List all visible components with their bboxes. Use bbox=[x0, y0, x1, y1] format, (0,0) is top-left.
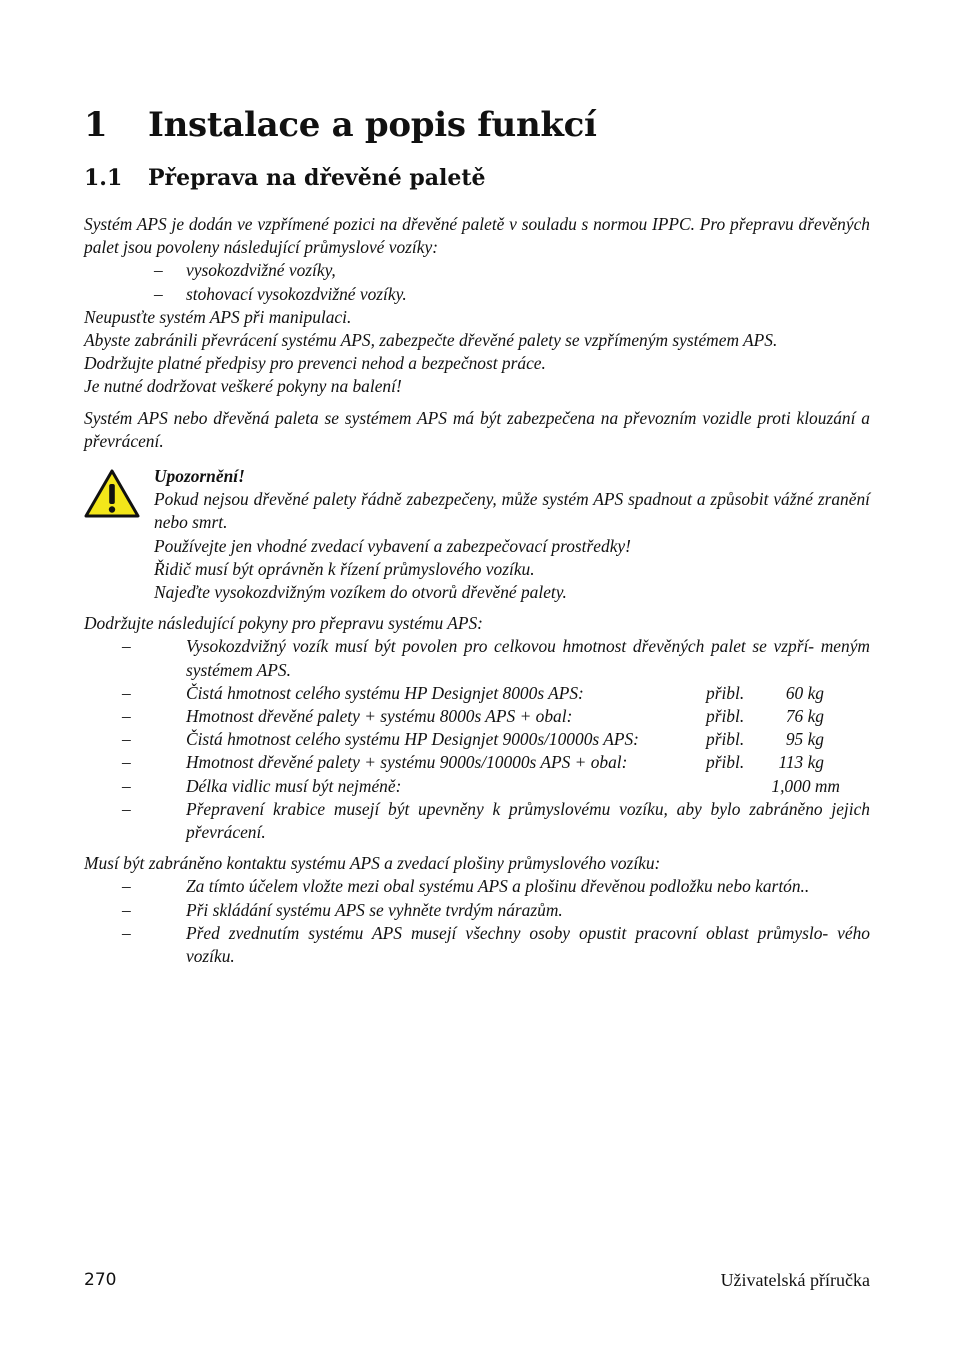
list-item: – Vysokozdvižný vozík musí být povolen pro celkovou hmotnost dřevěných palet se vzpří- meným systémem APS. bbox=[122, 636, 870, 680]
page-content bbox=[84, 100, 870, 968]
warning-line: Řidič musí být oprávněn k řízení průmyslového vozíku. bbox=[154, 558, 535, 579]
warning-block bbox=[84, 465, 870, 604]
instruction-line: Neupusťte systém APS při manipulaci. bbox=[84, 306, 352, 327]
contact-list bbox=[84, 875, 870, 968]
list-item: – Při skládání systému APS se vyhněte tvrdým nárazům. bbox=[122, 899, 563, 920]
weight-row: – Hmotnost dřevěné palety + systému 9000s/10000s APS + obal: přibl. 113 kg bbox=[122, 752, 824, 773]
list-item: – Za tímto účelem vložte mezi obal systému APS a plošinu dřevěnou podložku nebo kartón.. bbox=[122, 876, 810, 897]
list-item: – vysokozdvižné vozíky, bbox=[154, 260, 336, 281]
instruction-line: Dodržujte platné předpisy pro prevenci nehod a bezpečnost práce. bbox=[84, 353, 546, 374]
list-item: – Před zvednutím systému APS musejí všechny osoby opustit pracovní oblast průmyslo- vého vozíku. bbox=[122, 922, 870, 967]
instruction-line: Je nutné dodržovat veškeré pokyny na balení! bbox=[84, 376, 402, 397]
forklift-list bbox=[84, 259, 870, 305]
intro-paragraph: Systém APS je dodán ve vzpřímené pozici na dřevěné paletě v souladu s normou IPPC. Pro přepravu dřevěných palet jsou povoleny následující průmyslové vozíky: bbox=[84, 214, 870, 258]
warning-title: Upozornění! bbox=[154, 466, 245, 487]
page-number: 270 bbox=[84, 1270, 117, 1290]
section-title: Přeprava na dřevěné paletě bbox=[148, 165, 486, 191]
footer-title: Uživatelská příručka bbox=[720, 1270, 870, 1290]
weight-row: – Hmotnost dřevěné palety + systému 8000s APS + obal: přibl. 76 kg bbox=[122, 706, 824, 727]
transport-list bbox=[84, 635, 870, 844]
transport-heading: Dodržujte následující pokyny pro přepravu systému APS: bbox=[84, 613, 483, 634]
weight-row: – Čistá hmotnost celého systému HP Designjet 9000s/10000s APS: přibl. 95 kg bbox=[122, 729, 824, 750]
fork-row: – Délka vidlic musí být nejméně: 1,000 mm bbox=[122, 775, 840, 796]
weight-row: – Čistá hmotnost celého systému HP Designjet 8000s APS: přibl. 60 kg bbox=[122, 682, 824, 703]
chapter-number: 1 bbox=[84, 105, 108, 145]
warning-line: Najeďte vysokozdvižným vozíkem do otvorů dřevěné palety. bbox=[154, 582, 567, 603]
list-item: – stohovací vysokozdvižné vozíky. bbox=[154, 283, 407, 304]
section-number: 1.1 bbox=[84, 165, 123, 191]
instruction-line: Abyste zabránili převrácení systému APS, zabezpečte dřevěné palety se vzpřímeným systémem APS. bbox=[84, 330, 778, 351]
warning-line: Používejte jen vhodné zvedací vybavení a zabezpečovací prostředky! bbox=[154, 535, 631, 556]
chapter-heading bbox=[84, 100, 870, 150]
list-item: – Přepravení krabice musejí být upevněny k průmyslovému vozíku, aby bylo zabráněno jejich převrácení. bbox=[122, 798, 870, 843]
secure-paragraph: Systém APS nebo dřevěná paleta se systémem APS má být zabezpečena na převozním vozidle proti klouzání a převrácení. bbox=[84, 407, 870, 451]
chapter-title: Instalace a popis funkcí bbox=[148, 105, 597, 145]
contact-heading: Musí být zabráněno kontaktu systému APS a zvedací plošiny průmyslového vozíku: bbox=[84, 853, 661, 874]
section-heading bbox=[84, 158, 870, 198]
warning-icon bbox=[84, 469, 140, 519]
warning-line: Pokud nejsou dřevěné palety řádně zabezpečeny, může systém APS spadnout a způsobit vážné zranění nebo smrt. bbox=[154, 489, 870, 533]
